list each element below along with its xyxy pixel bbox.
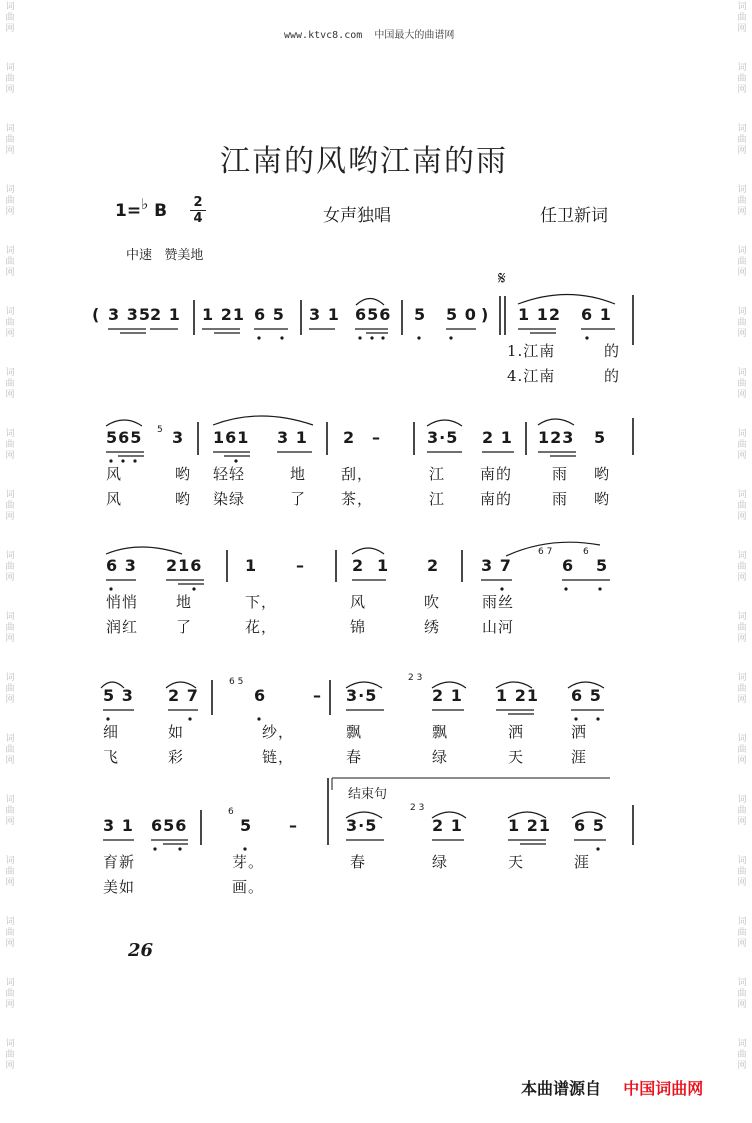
lyric-word: 纱， [262, 723, 295, 741]
note-group: 5 [596, 556, 609, 575]
lyric-word: 地 [290, 465, 307, 483]
watermark-mark: 词曲网 [737, 1039, 747, 1071]
lyric-word: 绣 [424, 618, 441, 636]
grace-note: 5 [157, 425, 163, 435]
note-group: 3·5 [346, 686, 378, 705]
grace-note: 6 [583, 547, 589, 557]
note-group: 3 7 [481, 556, 512, 575]
note-group: 3 1 [277, 428, 308, 447]
lyric-word: 1.江南 [507, 342, 556, 360]
watermark-mark: 词曲网 [5, 734, 15, 766]
lyric-word: 的 [604, 342, 621, 360]
lyric-word: 飞 [103, 748, 120, 766]
note-group: 6 5 [254, 305, 285, 324]
lyric-word: 的 [604, 367, 621, 385]
lyric-word: 花， [245, 618, 278, 636]
note-group: 2 1 [432, 816, 463, 835]
note-group: – [296, 556, 305, 575]
lyric-word: 风 [350, 593, 367, 611]
watermark-mark: 词曲网 [737, 2, 747, 34]
time-sig-top: 2 [193, 195, 203, 210]
watermark-mark: 词曲网 [737, 185, 747, 217]
watermark-mark: 词曲网 [5, 307, 15, 339]
lyric-word: 茶， [341, 490, 374, 508]
note-group: 656 [355, 305, 392, 324]
watermark-mark: 词曲网 [737, 856, 747, 888]
grace-note: 2 3 [408, 673, 423, 683]
watermark-mark: 词曲网 [5, 856, 15, 888]
lyric-word: 哟 [175, 490, 192, 508]
watermark-mark: 词曲网 [5, 124, 15, 156]
note-group: 6 [254, 686, 267, 705]
lyric-word: 润红 [106, 618, 139, 636]
note-group: 6 1 [581, 305, 612, 324]
lyric-word: 彩 [168, 748, 185, 766]
source-credit [521, 1076, 703, 1099]
note-group: 656 [151, 816, 188, 835]
lyric-word: 绿 [432, 853, 449, 871]
watermark-mark: 词曲网 [737, 795, 747, 827]
note-group: 5 0 [446, 305, 477, 324]
lyric-word: 南的 [480, 465, 513, 483]
watermark-mark: 词曲网 [737, 63, 747, 95]
lyric-word: 江 [429, 465, 446, 483]
ending-bracket [332, 778, 610, 790]
watermark-mark: 词曲网 [5, 795, 15, 827]
time-sig-bottom: 4 [193, 211, 203, 226]
lyric-word: 画。 [232, 878, 265, 896]
note-group: 5 [414, 305, 427, 324]
watermark-mark: 词曲网 [737, 734, 747, 766]
lyric-word: 了 [290, 490, 307, 508]
lyricist: 任卫新词 [540, 206, 608, 226]
note-group: 1 12 [518, 305, 561, 324]
lyric-word: 山河 [482, 618, 515, 636]
lyric-word: 春 [346, 748, 363, 766]
note-group: 161 [213, 428, 250, 447]
note-group: 2 1 [150, 305, 181, 324]
watermark-mark: 词曲网 [5, 63, 15, 95]
note-group: 3 35 [108, 305, 151, 324]
lyric-word: 洒 [571, 723, 588, 741]
lyric-word: 雨 [552, 490, 569, 508]
performer: 女声独唱 [323, 206, 391, 226]
note-group: 123 [538, 428, 575, 447]
watermark-mark: 词曲网 [5, 612, 15, 644]
watermark-mark: 词曲网 [737, 917, 747, 949]
lyric-word: 美如 [103, 878, 136, 896]
lyric-word: 春 [350, 853, 367, 871]
watermark-mark: 词曲网 [737, 368, 747, 400]
watermark-mark: 词曲网 [737, 246, 747, 278]
lyric-word: 南的 [480, 490, 513, 508]
lyric-word: 芽。 [232, 853, 265, 871]
watermark-mark: 词曲网 [737, 429, 747, 461]
tempo-speed: 中速 [126, 248, 153, 263]
note-group: 3·5 [427, 428, 459, 447]
note-group: 2 [352, 556, 365, 575]
note-group: – [313, 686, 322, 705]
lyric-word: 风 [106, 490, 123, 508]
lyric-word: 悄悄 [106, 593, 139, 611]
note-group: 6 [562, 556, 575, 575]
segno-sign: 𝄋 [498, 268, 506, 289]
note-group: 2 [343, 428, 356, 447]
note-group: 2 7 [168, 686, 199, 705]
watermark-mark: 词曲网 [737, 673, 747, 705]
tempo-mood: 赞美地 [164, 248, 204, 263]
lyric-word: 染绿 [213, 490, 246, 508]
note-group: 6 3 [106, 556, 137, 575]
note-group: ( [92, 305, 101, 324]
lyric-word: 了 [176, 618, 193, 636]
lyric-word: 江 [429, 490, 446, 508]
note-group: 1 21 [496, 686, 539, 705]
lyric-word: 洒 [508, 723, 525, 741]
watermark-mark: 词曲网 [5, 490, 15, 522]
note-group: 1 21 [508, 816, 551, 835]
note-group: ) [481, 305, 490, 324]
note-group: 3·5 [346, 816, 378, 835]
grace-note: 2 3 [410, 803, 425, 813]
lyric-word: 地 [176, 593, 193, 611]
flat-symbol: ♭ [141, 195, 149, 213]
note-group: – [372, 428, 381, 447]
grace-note: 6 7 [538, 547, 553, 557]
watermark-mark: 词曲网 [737, 307, 747, 339]
site-description: 中国最大的曲谱网 [374, 30, 455, 41]
lyric-word: 天 [508, 748, 525, 766]
lyric-word: 链， [262, 748, 295, 766]
lyric-word: 育新 [103, 853, 136, 871]
note-group: 3 1 [309, 305, 340, 324]
lyric-word: 飘 [432, 723, 449, 741]
source-brand[interactable]: 中国词曲网 [623, 1079, 704, 1098]
watermark-mark: 词曲网 [5, 246, 15, 278]
watermark-mark: 词曲网 [5, 429, 15, 461]
lyric-word: 涯 [571, 748, 588, 766]
watermark-mark: 词曲网 [5, 978, 15, 1010]
lyric-word: 天 [508, 853, 525, 871]
lyric-word: 锦 [350, 618, 367, 636]
lyric-word: 涯 [574, 853, 591, 871]
lyric-word: 哟 [175, 465, 192, 483]
lyric-word: 轻轻 [213, 465, 246, 483]
watermark-mark: 词曲网 [5, 368, 15, 400]
note-group: 2 1 [432, 686, 463, 705]
note-group: – [289, 816, 298, 835]
watermark-mark: 词曲网 [737, 490, 747, 522]
note-group: 565 [106, 428, 143, 447]
note-group: 1 [377, 556, 390, 575]
watermark-mark: 词曲网 [5, 1039, 15, 1071]
note-group: 5 3 [103, 686, 134, 705]
note-group: 5 [240, 816, 253, 835]
lyric-word: 下， [245, 593, 278, 611]
lyric-word: 飘 [346, 723, 363, 741]
lyric-word: 绿 [432, 748, 449, 766]
note-group: 6 5 [571, 686, 602, 705]
watermark-mark: 词曲网 [5, 185, 15, 217]
watermark-mark: 词曲网 [5, 673, 15, 705]
lyric-word: 4.江南 [507, 367, 556, 385]
note-group: 1 21 [202, 305, 245, 324]
key-text: 1= [115, 201, 142, 221]
note-group: 2 1 [482, 428, 513, 447]
lyric-word: 哟 [594, 465, 611, 483]
lyric-word: 雨丝 [482, 593, 515, 611]
lyric-word: 吹 [424, 593, 441, 611]
watermark-mark: 词曲网 [5, 2, 15, 34]
lyric-word: 如 [168, 723, 185, 741]
lyric-word: 风 [106, 465, 123, 483]
site-url[interactable]: www.ktvc8.com [284, 30, 363, 41]
note-group: 3 1 [103, 816, 134, 835]
ending-label: 结束句 [348, 787, 388, 802]
note-group: 2 [427, 556, 440, 575]
note-group: 1 [245, 556, 258, 575]
note-group: 6 5 [574, 816, 605, 835]
watermark-mark: 词曲网 [5, 551, 15, 583]
lyric-word: 哟 [594, 490, 611, 508]
note-group: 216 [166, 556, 203, 575]
grace-note: 6 5 [229, 677, 244, 687]
song-title: 江南的风哟江南的雨 [220, 144, 508, 179]
watermark-mark: 词曲网 [5, 917, 15, 949]
watermark-mark: 词曲网 [737, 978, 747, 1010]
note-group: 5 [594, 428, 607, 447]
watermark-mark: 词曲网 [737, 124, 747, 156]
watermark-mark: 词曲网 [737, 551, 747, 583]
grace-note: 6 [228, 807, 234, 817]
lyric-word: 刮， [341, 465, 374, 483]
source-prefix: 本曲谱源自 [521, 1079, 602, 1098]
watermark-mark: 词曲网 [737, 612, 747, 644]
lyric-word: 细 [103, 723, 120, 741]
note-group: 3 [172, 428, 185, 447]
page-number: 26 [128, 940, 154, 961]
lyric-word: 雨 [552, 465, 569, 483]
key-note: B [154, 201, 168, 221]
